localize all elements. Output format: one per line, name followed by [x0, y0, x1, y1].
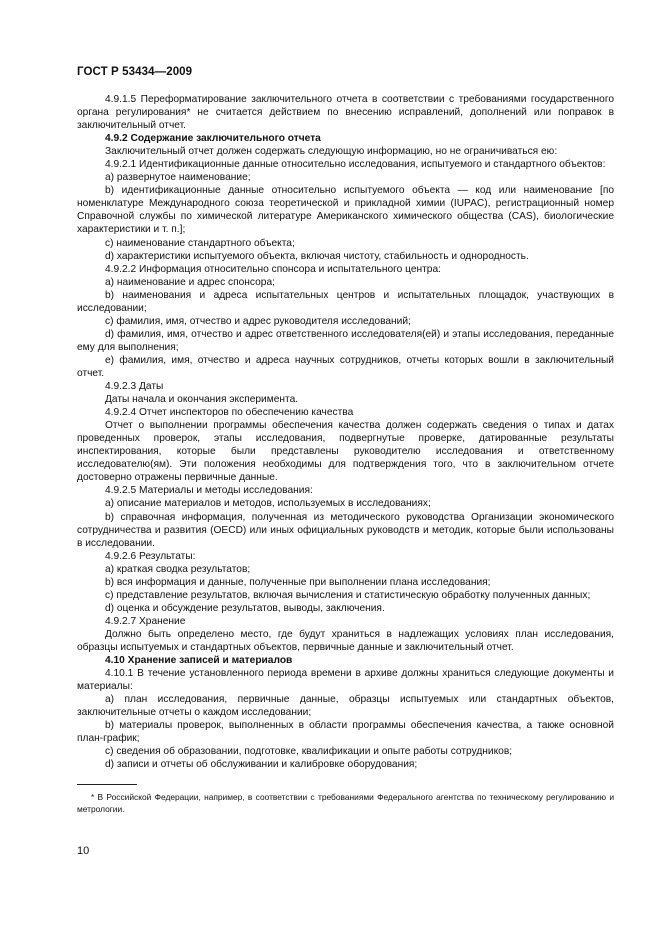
- paragraph: е) фамилия, имя, отчество и адреса научных сотрудников, отчеты которых вошли в заключительный отчет.: [77, 354, 614, 379]
- paragraph: 4.9.2.6 Результаты:: [105, 550, 196, 562]
- paragraph: Должно быть определено место, где будут храниться в надлежащих условиях план исследования, образцы испытуемых и стандартных объектов, первичные данные и заключительный отчет.: [77, 628, 614, 653]
- footnote-separator: [77, 784, 137, 785]
- paragraph: Даты начала и окончания эксперимента.: [105, 394, 299, 406]
- paragraph: 4.9.2.3 Даты: [105, 381, 164, 393]
- paragraph: с) фамилия, имя, отчество и адрес руководителя исследований;: [105, 315, 411, 327]
- section-heading: 4.10 Хранение записей и материалов: [105, 655, 293, 667]
- paragraph: с) сведения об образовании, подготовке, квалификации и опыте работы сотрудников;: [105, 746, 513, 758]
- paragraph: а) описание материалов и методов, используемых в исследованиях;: [105, 498, 431, 510]
- document-body: [77, 93, 614, 771]
- paragraph: а) краткая сводка результатов;: [105, 563, 251, 575]
- paragraph: b) материалы проверок, выполненных в области программы обеспечения качества, а также основной план-график;: [77, 720, 614, 745]
- paragraph: 4.9.2.2 Информация относительно спонсора и испытательного центра:: [105, 263, 441, 275]
- paragraph: b) наименования и адреса испытательных центров и испытательных площадок, участвующих в исследовании;: [77, 289, 614, 314]
- paragraph: 4.9.2.1 Идентификационные данные относительно исследования, испытуемого и стандартного объектов:: [105, 159, 606, 171]
- paragraph: b) справочная информация, полученная из методического руководства Организации экономического сотрудничества и развития (OECD) или иных официальных руководств и методик, которые были использованы в исследовании.: [77, 511, 614, 549]
- paragraph: d) фамилия, имя, отчество и адрес ответственного исследователя(ей) и этапы исследования, переданные ему для выполнения;: [77, 328, 614, 353]
- document-header: ГОСТ Р 53434—2009: [77, 66, 193, 78]
- paragraph: 4.9.2.5 Материалы и методы исследования:: [105, 485, 313, 497]
- paragraph: 4.9.2.7 Хранение: [105, 615, 186, 627]
- paragraph: Заключительный отчет должен содержать следующую информацию, но не ограничиваться ею:: [105, 146, 558, 158]
- paragraph: с) наименование стандартного объекта;: [105, 237, 295, 249]
- paragraph: d) оценка и обсуждение результатов, выводы, заключения.: [105, 602, 385, 614]
- footnote: * В Российской Федерации, например, в соответствии с требованиями Федерального агентства по техническому регулированию и метрологии.: [77, 792, 614, 814]
- paragraph: 4.9.1.5 Переформатирование заключительного отчета в соответствии с требованиями государственного органа регулирования* не считается действием по внесению исправлений, дополнений или поправок в заключительный отчет.: [77, 94, 614, 132]
- paragraph: а) развернутое наименование;: [105, 172, 251, 184]
- paragraph: d) записи и отчеты об обслуживании и калибровке оборудования;: [105, 759, 418, 771]
- paragraph: b) идентификационные данные относительно испытуемого объекта — код или наименование [по номенклатуре Международного союза теоретической и прикладной химии (IUPAC), регистрационный номер Справочной службы по химической литературе Американского химического общества (CAS), биологические характеристики и т. п.];: [77, 185, 614, 236]
- paragraph: с) представление результатов, включая вычисления и статистическую обработку полученных данных;: [105, 589, 591, 601]
- paragraph: 4.9.2.4 Отчет инспекторов по обеспечению качества: [105, 407, 354, 419]
- section-heading: 4.9.2 Содержание заключительного отчета: [105, 133, 321, 145]
- paragraph: b) вся информация и данные, полученные при выполнении плана исследования;: [105, 576, 491, 588]
- page-number: 10: [77, 845, 90, 857]
- paragraph: 4.10.1 В течение установленного периода времени в архиве должны храниться следующие документы и материалы:: [77, 668, 614, 693]
- paragraph: а) наименование и адрес спонсора;: [105, 276, 275, 288]
- paragraph: а) план исследования, первичные данные, образцы испытуемых или стандартных объектов, заключительные отчеты о каждом исследовании;: [77, 694, 614, 719]
- paragraph: d) характеристики испытуемого объекта, включая чистоту, стабильность и однородность.: [105, 250, 529, 262]
- paragraph: Отчет о выполнении программы обеспечения качества должен содержать сведения о типах и датах проведенных проверок, этапы исследования, подвергнутые проверке, датированные результаты инспектирования, которые были представлены руководителю исследования и ответственному исследователю(ям). Эти положения необходимы для подтверждения того, что в заключительном отчете достоверно отражены первичные данные.: [77, 420, 614, 484]
